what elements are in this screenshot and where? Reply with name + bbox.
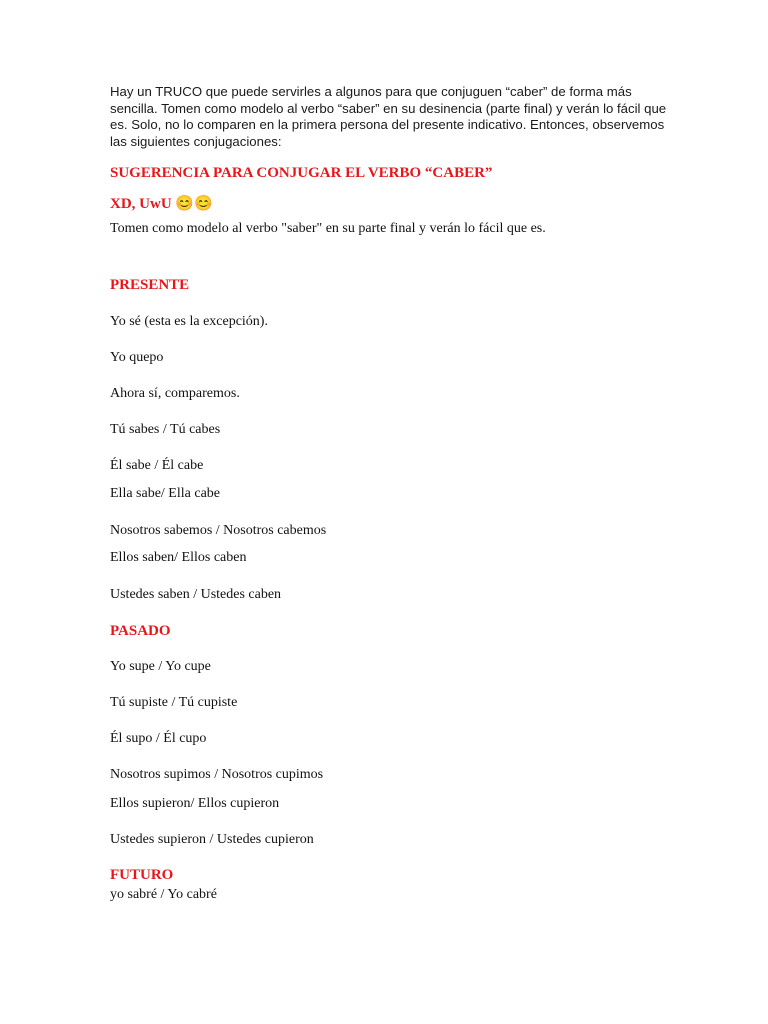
section-heading-pasado: PASADO bbox=[110, 623, 171, 639]
model-note: Tomen como modelo al verbo "saber" en su parte final y verán lo fácil que es. bbox=[110, 221, 546, 236]
conjugation-line: Ellos saben/ Ellos caben bbox=[110, 550, 247, 565]
conjugation-line: Tú sabes / Tú cabes bbox=[110, 422, 221, 437]
conjugation-line: Él sabe / Él cabe bbox=[110, 458, 204, 473]
conjugation-line: Nosotros supimos / Nosotros cupimos bbox=[110, 767, 324, 782]
conjugation-line: Ellos supieron/ Ellos cupieron bbox=[110, 796, 280, 811]
conjugation-line: Yo sé (esta es la excepción). bbox=[110, 314, 268, 329]
subtitle bbox=[110, 194, 213, 213]
conjugation-line: Tú supiste / Tú cupiste bbox=[110, 695, 238, 710]
conjugation-line: Nosotros sabemos / Nosotros cabemos bbox=[110, 523, 327, 538]
conjugation-line: yo sabré / Yo cabré bbox=[110, 887, 217, 902]
section-heading-futuro: FUTURO bbox=[110, 867, 174, 883]
conjugation-line: Ustedes saben / Ustedes caben bbox=[110, 587, 282, 602]
conjugation-line: Yo quepo bbox=[110, 350, 164, 365]
document-title-text: SUGERENCIA PARA CONJUGAR EL VERBO “CABER” bbox=[110, 165, 493, 181]
conjugation-line: Yo supe / Yo cupe bbox=[110, 659, 211, 674]
conjugation-line: Él supo / Él cupo bbox=[110, 731, 207, 746]
conjugation-line: Ella sabe/ Ella cabe bbox=[110, 486, 220, 501]
conjugation-line: Ahora sí, comparemos. bbox=[110, 386, 240, 401]
smiley-icon: 😊😊 bbox=[175, 196, 213, 212]
subtitle-text: XD, UwU bbox=[110, 196, 172, 212]
intro-paragraph: Hay un TRUCO que puede servirles a algunos para que conjuguen “caber” de forma más sencilla. Tomen como modelo al verbo “saber” en su desinencia (parte final) y verán lo fácil que es. Solo, no lo comparen en la primera persona del presente indicativo. Entonces, observemos las siguientes conjugaciones: bbox=[110, 84, 667, 149]
conjugation-line: Ustedes supieron / Ustedes cupieron bbox=[110, 832, 314, 847]
section-heading-presente: PRESENTE bbox=[110, 277, 190, 293]
document-title bbox=[110, 165, 492, 182]
